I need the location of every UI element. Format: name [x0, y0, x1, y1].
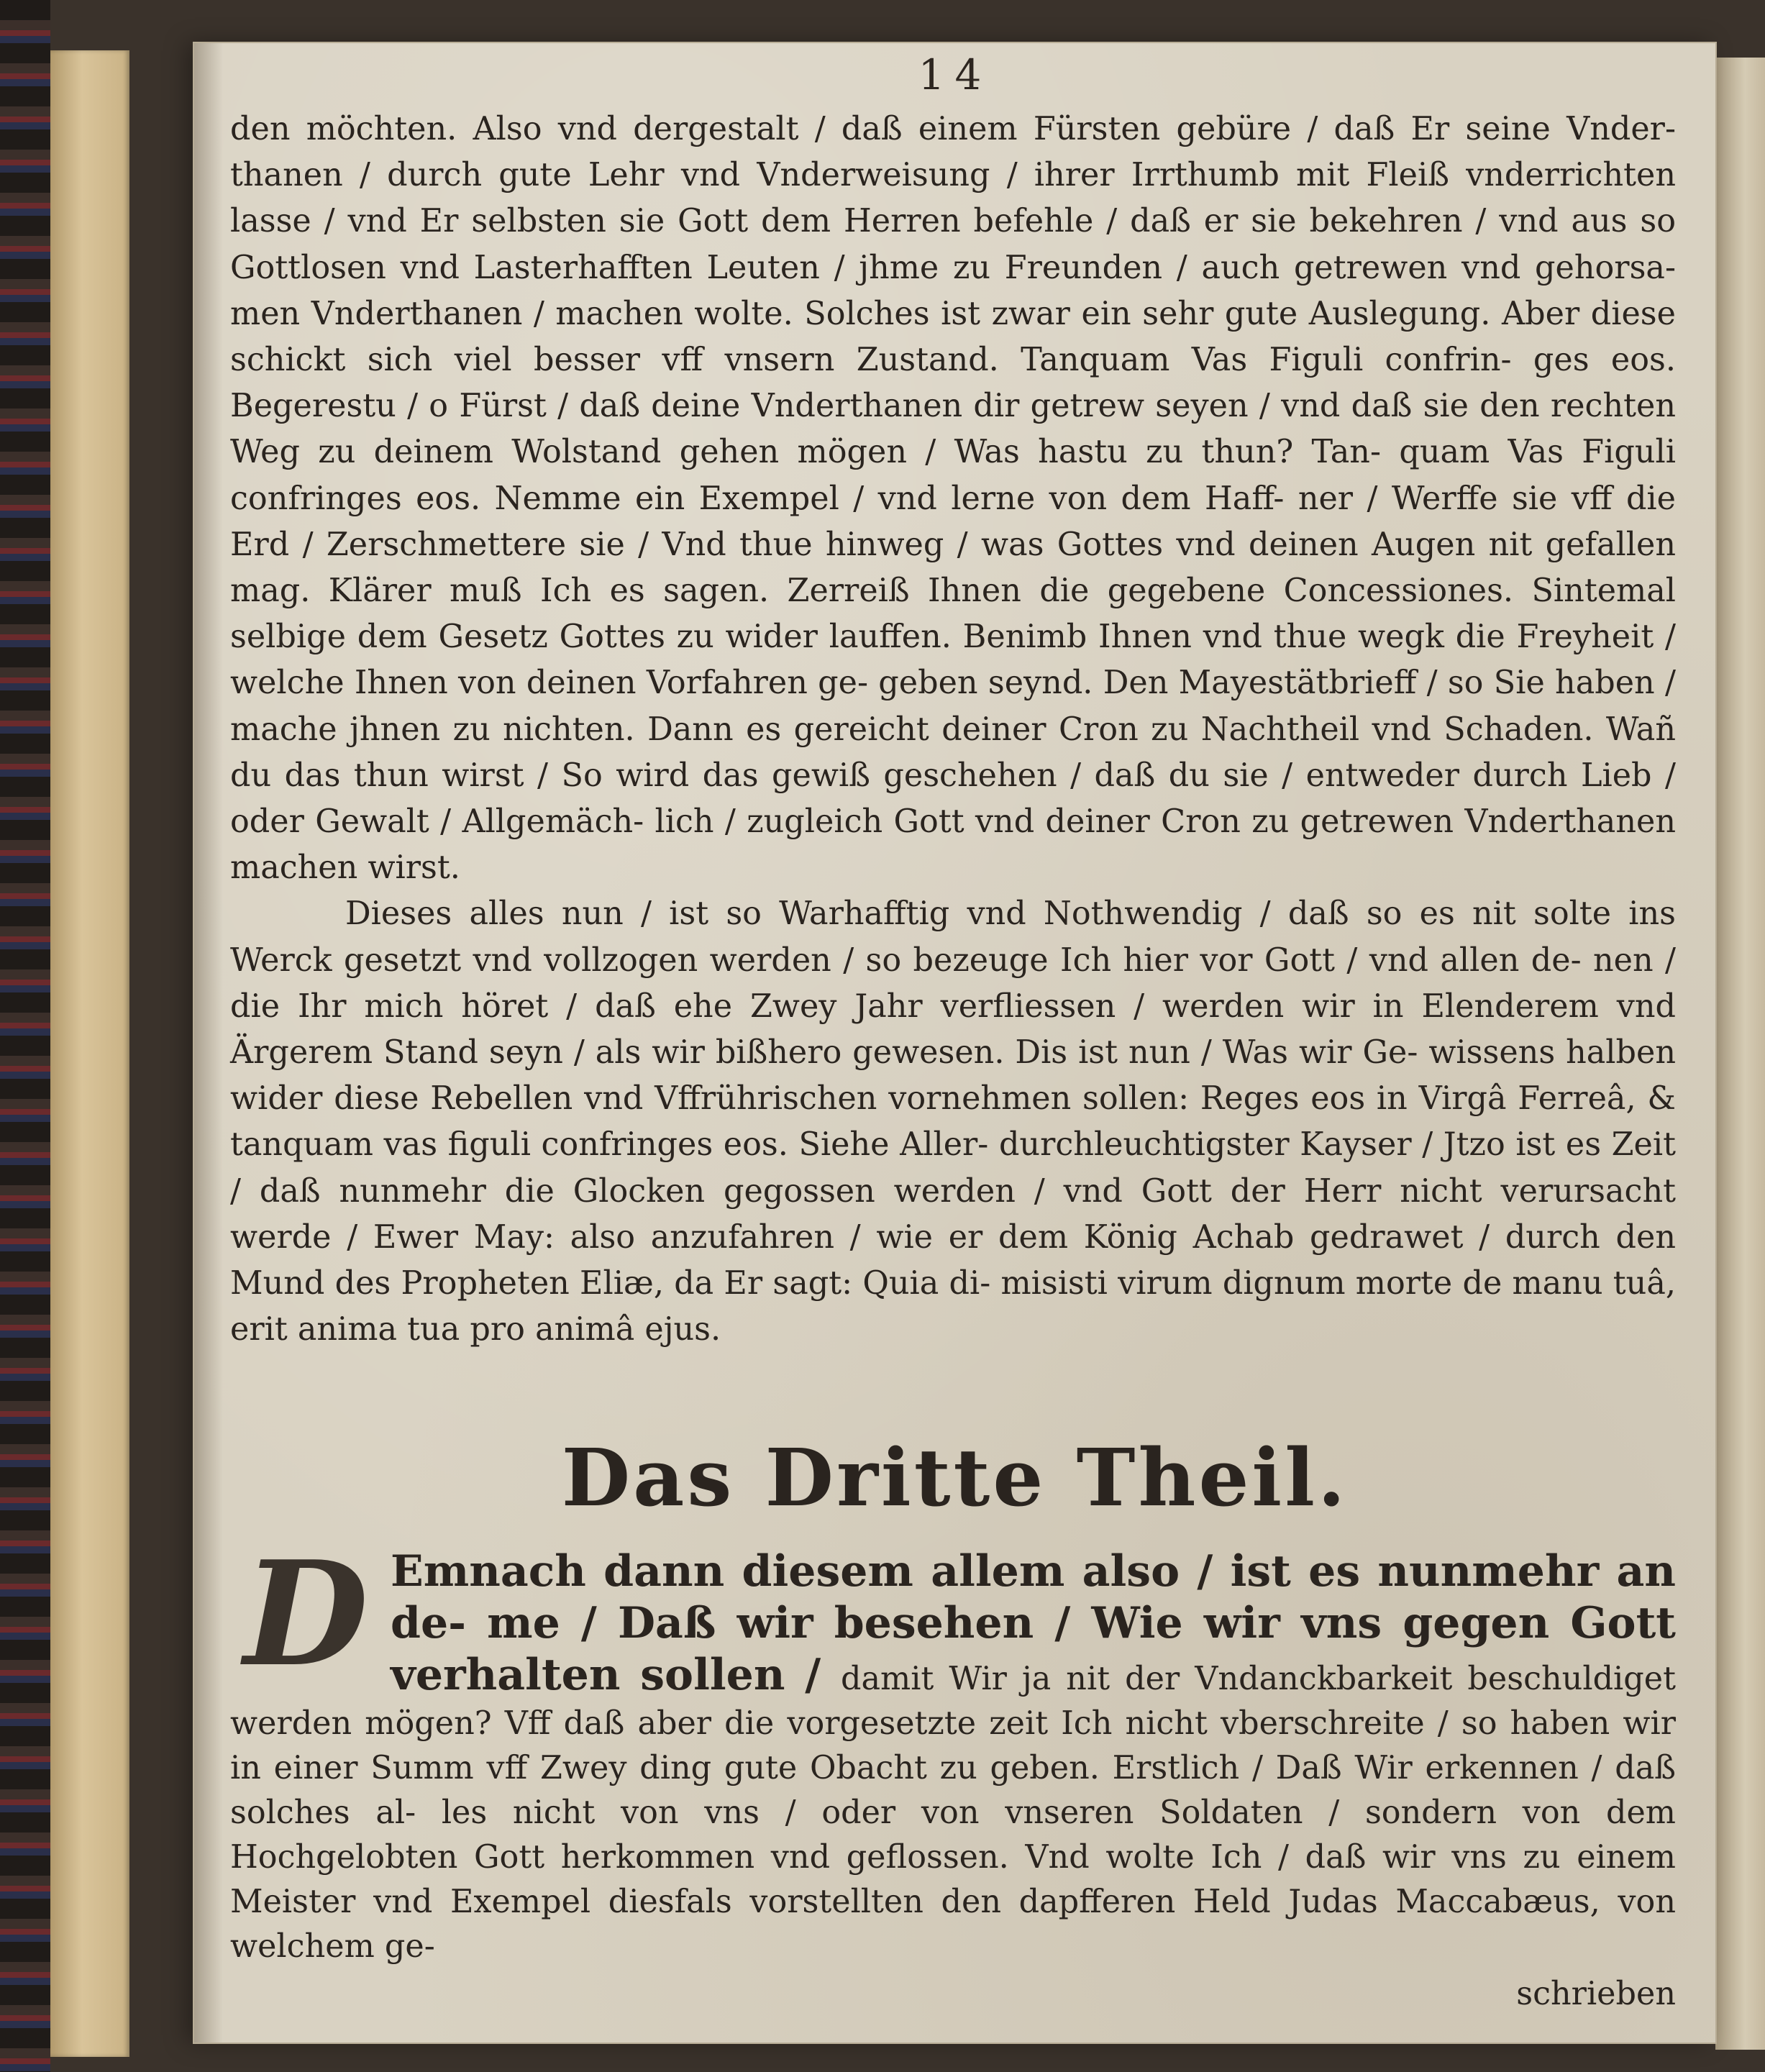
- gutter-shadow: [194, 43, 223, 2043]
- text-line: daß aber die vorgesetzte zeit Ich nicht vberschreite / so haben wir in einer Summ vff: [230, 1705, 1676, 1786]
- book-binding: [0, 0, 50, 2072]
- text-line: misisti virum dignum morte de manu tuâ, erit anima tua pro animâ ejus.: [230, 1265, 1677, 1348]
- text-line: Emnach dann diesem allem also / ist es nunmehr an de-: [391, 1546, 1676, 1648]
- text-line: quam Vas Figuli confringes eos. Nemme ein Exempel / vnd lerne von dem Haff-: [230, 434, 1676, 517]
- text-line: damit Wir ja nit der Vndanckbarkeit beschuldiget werden mögen? Vff: [230, 1661, 1676, 1742]
- text-line: Werck gesetzt vnd vollzogen werden / so bezeuge Ich hier vor Gott / vnd allen de-: [230, 941, 1593, 979]
- text-line: den rechten Weg zu deinem Wolstand gehen mögen / Was hastu zu thun? Tan-: [230, 388, 1676, 471]
- text-line: Exempel diesfals vorstellten den dapfferen Held Judas Maccabæus, von welchem ge-: [230, 1884, 1676, 1965]
- text-line: wissens halben wider diese Rebellen vnd Vffrührischen vornehmen sollen: Reges: [230, 1034, 1676, 1118]
- text-line: les nicht von vns / oder von vnseren Soldaten / sondern von dem Hochgelobten Gott: [230, 1794, 1676, 1876]
- facing-page-edge: [1715, 58, 1765, 2050]
- text-line: die gegebene Concessiones. Sintemal selbige dem Gesetz Gottes zu wider lauffen.: [230, 572, 1676, 656]
- section-opening: [230, 1530, 1677, 1969]
- text-line: durchleuchtigster Kayser / Jtzo ist es Zeit / daß nunmehr die Glocken gegossen werden /: [230, 1126, 1677, 1210]
- text-line: geben seynd. Den Mayestätbrieff / so Sie haben / mache jhnen zu nichten. Dann: [230, 665, 1676, 748]
- text-line: Gottlosen vnd Lasterhafften Leuten / jhme zu Freunden / auch getrewen vnd gehorsa-: [230, 249, 1676, 286]
- text-line: es gereicht deiner Cron zu Nachtheil vnd Schaden. Wañ du das thun wirst / So: [230, 711, 1676, 794]
- text-line: vnd Gott der Herr nicht verursacht werde / Ewer May: also anzufahren / wie er dem: [230, 1172, 1676, 1256]
- text-line: König Achab gedrawet / durch den Mund des Propheten Eliæ, da Er sagt: Quia di-: [230, 1218, 1676, 1302]
- page-number: 14: [918, 50, 992, 99]
- text-line: Aber diese schickt sich viel besser vff vnsern Zustand. Tanquam Vas Figuli confrin-: [230, 295, 1676, 379]
- paragraph-2: [230, 891, 1676, 1353]
- text-line: den möchten. Also vnd dergestalt / daß einem Fürsten gebüre / daß Er seine Vnder-: [230, 111, 1676, 147]
- section-heading: Das Dritte Theil.: [561, 1431, 1349, 1524]
- text-line: Benimb Ihnen vnd thue wegk die Freyheit / welche Ihnen von deinen Vorfahren ge-: [230, 619, 1676, 702]
- text-line: me / Daß wir besehen / Wie wir vns gegen Gott verhalten sollen /: [391, 1598, 1677, 1700]
- text-line: wird das gewiß geschehen / daß du sie / entweder durch Lieb / oder Gewalt / Allgemäch-: [230, 757, 1676, 841]
- text-line: men Vnderthanen / machen wolte. Solches ist zwar ein sehr gute Auslegung.: [230, 295, 1502, 332]
- decorative-dropcap: D: [243, 1530, 365, 1699]
- text-line: Zwey ding gute Obacht zu geben. Erstlich / Daß Wir erkennen / daß solches al-: [230, 1750, 1676, 1831]
- page-sheet: [194, 43, 1715, 2043]
- text-line: ges eos. Begerestu / o Fürst / daß deine Vnderthanen dir getrew seyen / vnd daß sie: [230, 342, 1676, 425]
- text-line: herkommen vnd geflossen. Vnd wolte Ich / daß wir vns zu einem Meister vnd: [230, 1839, 1676, 1920]
- text-line: lasse / vnd Er selbsten sie Gott dem Herren befehle / daß er sie bekehren / vnd aus so: [230, 203, 1676, 240]
- body-text: [230, 106, 1676, 1353]
- text-line: vnd Ärgerem Stand seyn / als wir bißhero gewesen. Dis ist nun / Was wir Ge-: [230, 987, 1676, 1072]
- text-line: ner / Werffe sie vff die Erd / Zerschmettere sie / Vnd thue hinweg / was Gottes vnd: [230, 480, 1677, 563]
- text-line: eos in Virgâ Ferreâ, & tanquam vas figuli confringes eos. Siehe Aller-: [230, 1080, 1676, 1164]
- text-line: Dieses alles nun / ist so Warhafftig vnd Nothwendig / daß so es nit solte ins: [345, 895, 1676, 933]
- text-line: lich / zugleich Gott vnd deiner Cron zu getrewen Vnderthanen machen wirst.: [230, 803, 1676, 887]
- catchword: schrieben: [1516, 1976, 1676, 2012]
- cover-edge: [50, 50, 129, 2057]
- paragraph-1: [230, 106, 1676, 891]
- text-line: nen / die Ihr mich höret / daß ehe Zwey Jahr verfliessen / werden wir in Elenderem: [230, 941, 1676, 1025]
- section-text: [230, 1530, 1677, 2017]
- text-line: thanen / durch gute Lehr vnd Vnderweisung / ihrer Irrthumb mit Fleiß vnderrichten: [230, 157, 1676, 194]
- text-line: deinen Augen nit gefallen mag. Klärer muß Ich es sagen. Zerreiß Ihnen: [230, 526, 1676, 610]
